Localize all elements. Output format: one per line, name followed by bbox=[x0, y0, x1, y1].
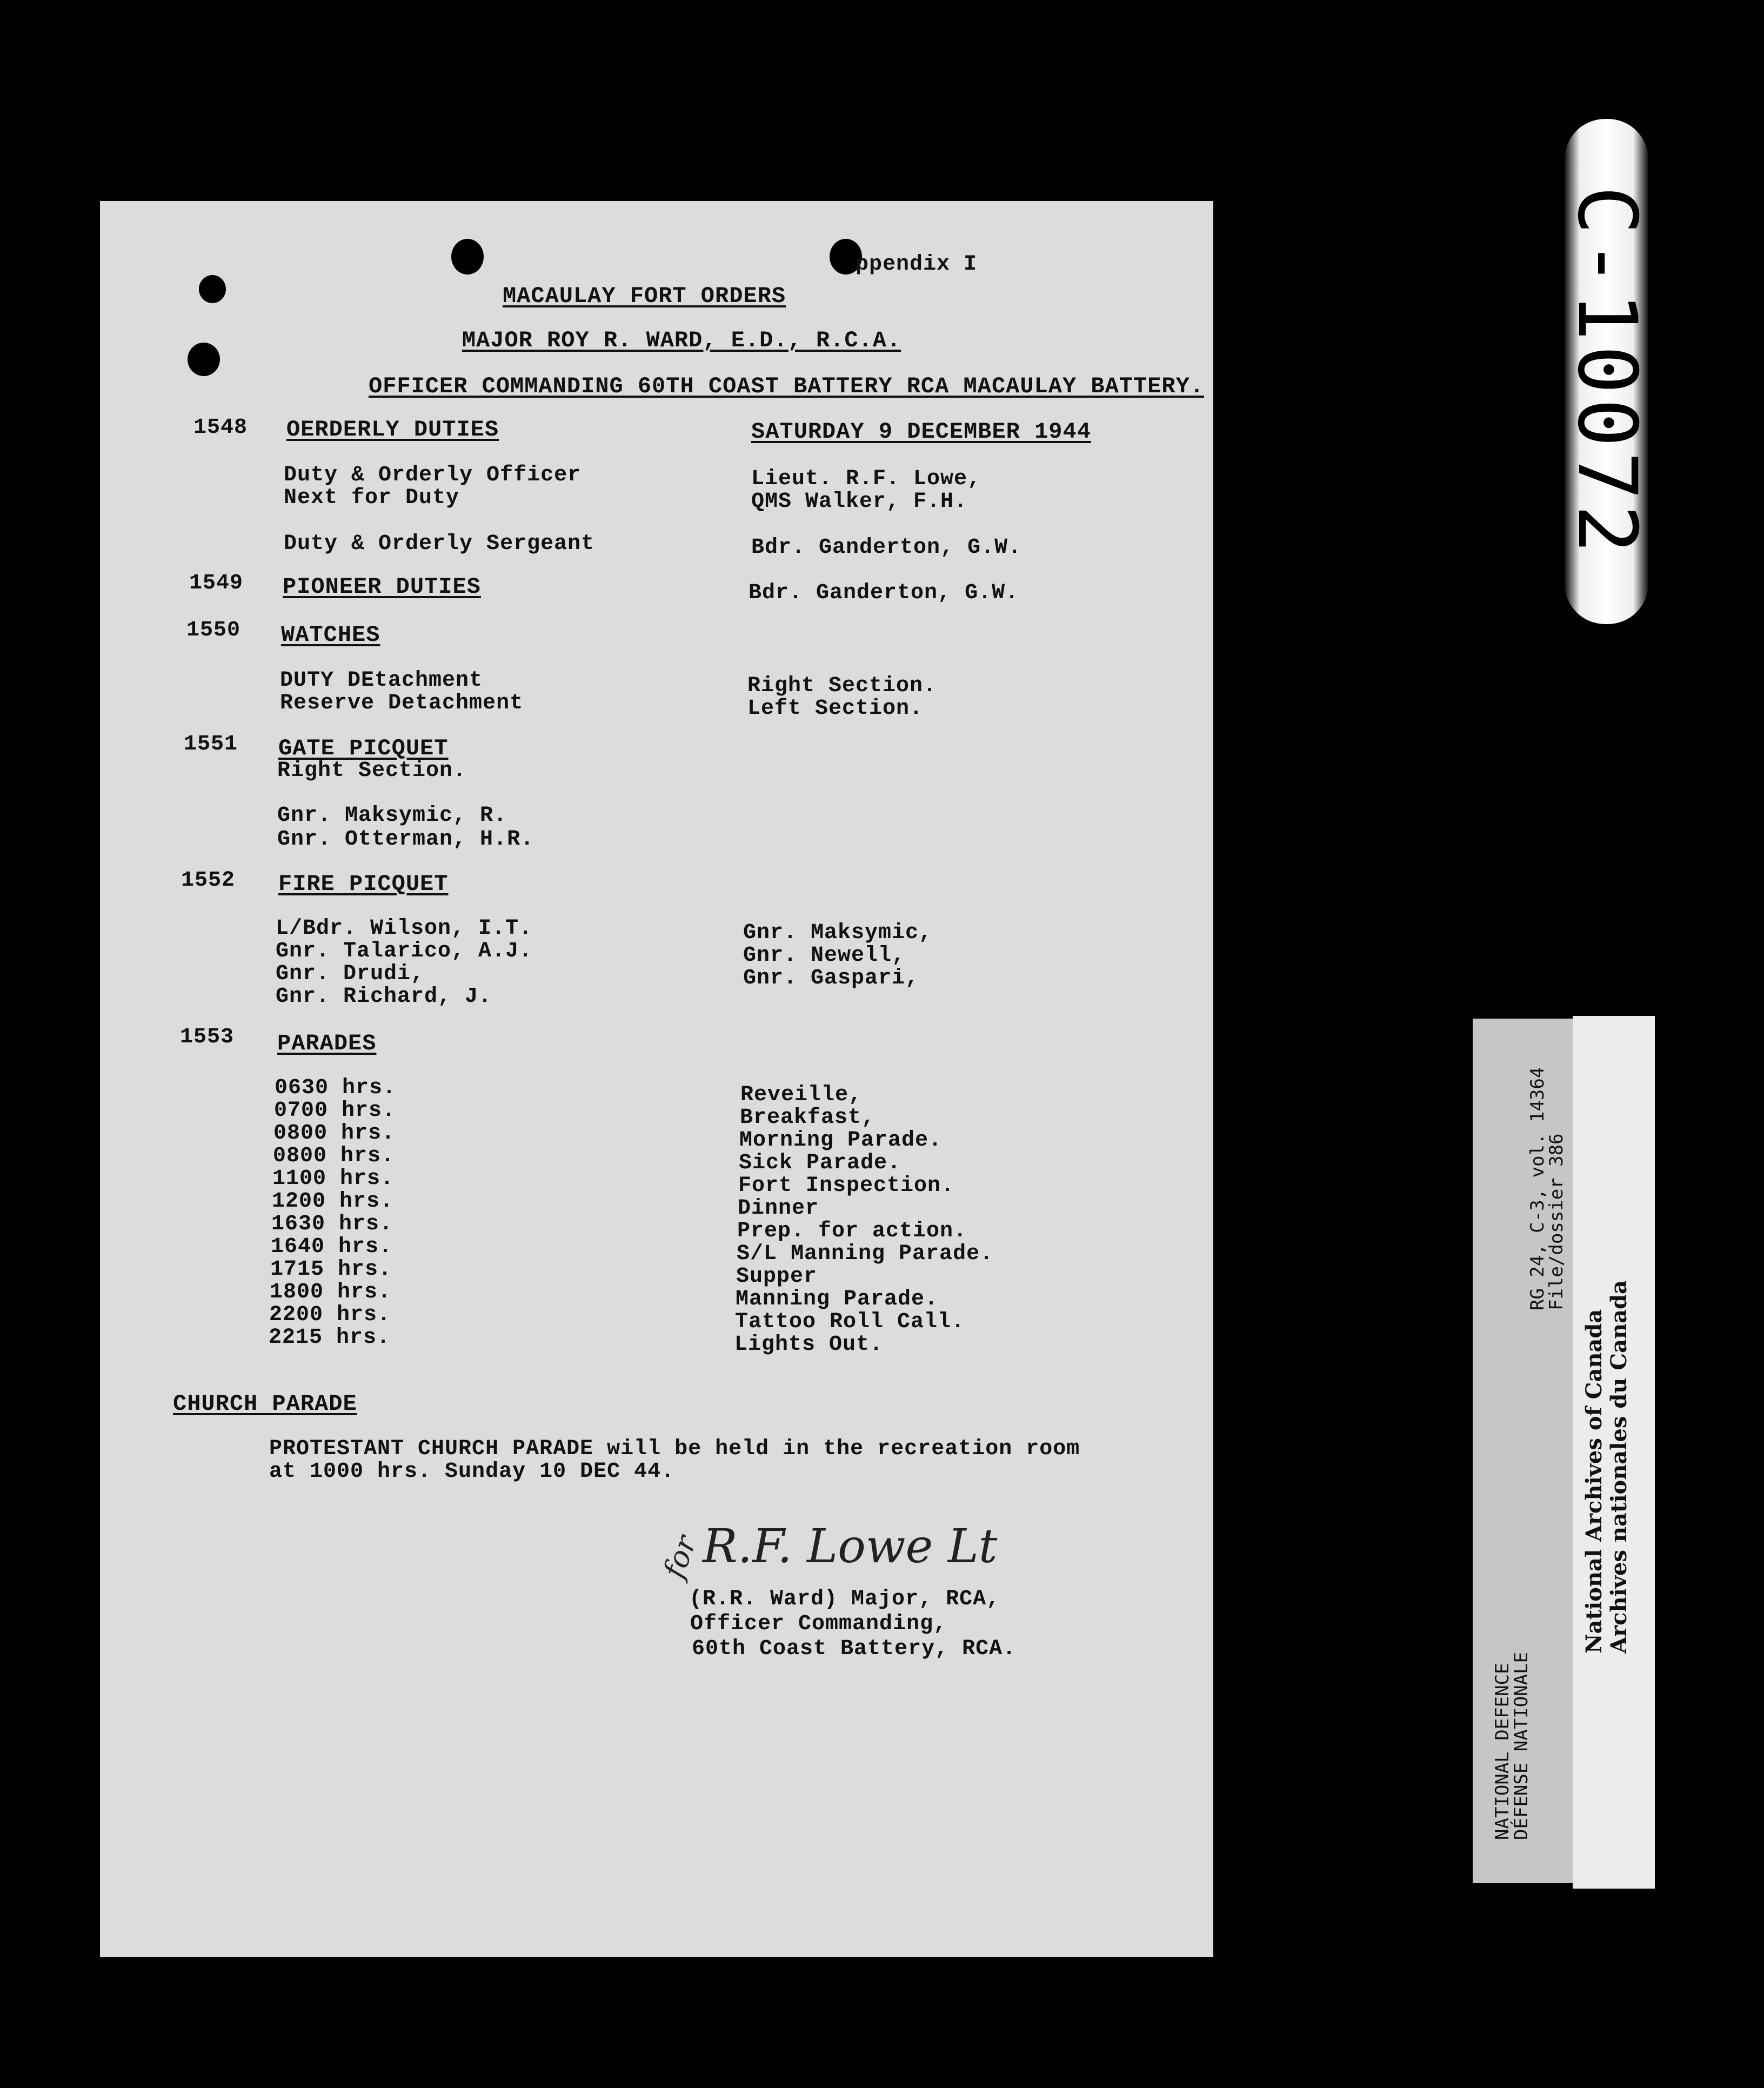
parade-time: 0700 hrs. bbox=[274, 1099, 396, 1123]
archive-name-label bbox=[1573, 1016, 1655, 1889]
church-heading: CHURCH PARADE bbox=[173, 1391, 357, 1417]
parade-time: 1630 hrs. bbox=[271, 1212, 393, 1236]
order-number: 1549 bbox=[189, 571, 244, 595]
duty-label: Duty & Orderly Sergeant bbox=[284, 532, 595, 556]
parade-time: 1715 hrs. bbox=[270, 1257, 392, 1282]
picquet-member: Gnr. Otterman, H.R. bbox=[277, 827, 534, 852]
signatory-unit: 60th Coast Battery, RCA. bbox=[692, 1637, 1017, 1661]
order-number: 1550 bbox=[186, 618, 241, 643]
parade-time: 1640 hrs. bbox=[271, 1235, 393, 1259]
signatory-title: Officer Commanding, bbox=[690, 1612, 947, 1636]
parade-time: 0800 hrs. bbox=[273, 1144, 395, 1168]
order-sheet bbox=[100, 201, 1213, 1957]
parade-event: S/L Manning Parade. bbox=[737, 1242, 994, 1266]
archive-name: Archives nationales du Canada bbox=[1606, 1280, 1632, 1654]
appendix-label: ppendix I bbox=[856, 252, 978, 277]
parade-time: 1800 hrs. bbox=[270, 1280, 392, 1304]
signatory-name: (R.R. Ward) Major, RCA, bbox=[689, 1587, 1000, 1611]
frame-number: C-10072 bbox=[1559, 185, 1654, 558]
parade-event: Fort Inspection. bbox=[738, 1174, 955, 1198]
parade-time: 0800 hrs. bbox=[273, 1121, 396, 1146]
picquet-member: Gnr. Richard, J. bbox=[276, 985, 492, 1009]
document-title: MACAULAY FORT ORDERS bbox=[502, 283, 786, 309]
duty-assignee: Bdr. Ganderton, G.W. bbox=[749, 581, 1019, 605]
parade-event: Tattoo Roll Call. bbox=[735, 1310, 965, 1334]
parade-event: Breakfast, bbox=[740, 1106, 876, 1130]
parade-time: 1200 hrs. bbox=[272, 1189, 394, 1214]
handwritten-for: for bbox=[657, 1531, 703, 1583]
handwritten-signature: R.F. Lowe Lt bbox=[703, 1520, 998, 1574]
duty-label: Reserve Detachment bbox=[280, 691, 524, 715]
church-text-line: PROTESTANT CHURCH PARADE will be held in the recreation room bbox=[269, 1437, 1080, 1461]
duty-assignee: Bdr. Ganderton, G.W. bbox=[751, 536, 1022, 560]
order-number: 1551 bbox=[184, 732, 238, 757]
archive-reference-label bbox=[1473, 1019, 1573, 1883]
order-date: SATURDAY 9 DECEMBER 1944 bbox=[751, 419, 1091, 445]
parade-time: 1100 hrs. bbox=[272, 1167, 395, 1191]
parade-time: 2215 hrs. bbox=[269, 1326, 391, 1350]
parade-event: Sick Parade. bbox=[739, 1151, 901, 1175]
parade-event: Manning Parade. bbox=[736, 1287, 939, 1311]
section-heading: FIRE PICQUET bbox=[278, 871, 449, 897]
section-heading: OERDERLY DUTIES bbox=[286, 417, 499, 443]
archive-name: National Archives of Canada bbox=[1581, 1309, 1607, 1654]
picquet-member: Gnr. Talarico, A.J. bbox=[276, 939, 533, 963]
parade-time: 0630 hrs. bbox=[275, 1076, 397, 1100]
section-heading: GATE PICQUET bbox=[278, 735, 449, 761]
section-heading: PARADES bbox=[277, 1030, 377, 1056]
parade-event: Supper bbox=[736, 1264, 818, 1289]
reference-line: File/dossier 386 bbox=[1546, 1133, 1567, 1310]
parade-event: Dinner bbox=[738, 1196, 819, 1221]
picquet-member: Gnr. Newell, bbox=[743, 943, 906, 968]
duty-assignee: Lieut. R.F. Lowe, bbox=[751, 467, 981, 491]
punch-hole bbox=[199, 275, 226, 303]
section-heading: PIONEER DUTIES bbox=[283, 574, 481, 600]
parade-event: Prep. for action. bbox=[737, 1219, 967, 1243]
picquet-member: Gnr. Drudi, bbox=[276, 962, 425, 986]
duty-label: Duty & Orderly Officer bbox=[284, 463, 582, 487]
duty-assignee: Left Section. bbox=[747, 697, 924, 721]
section-heading: WATCHES bbox=[281, 622, 380, 648]
duty-label: DUTY DEtachment bbox=[280, 668, 483, 693]
commander-line: MAJOR ROY R. WARD, E.D., R.C.A. bbox=[462, 327, 901, 353]
order-number: 1552 bbox=[181, 868, 236, 893]
picquet-member: Gnr. Maksymic, R. bbox=[277, 804, 507, 828]
parade-event: Reveille, bbox=[740, 1083, 863, 1107]
frame-number-strip bbox=[1559, 119, 1654, 624]
duty-assignee: QMS Walker, F.H. bbox=[751, 490, 968, 514]
order-number: 1553 bbox=[180, 1025, 235, 1049]
punch-hole bbox=[451, 239, 484, 275]
section-subtitle: Right Section. bbox=[277, 759, 467, 783]
department-line: DÉFENSE NATIONALE bbox=[1511, 1652, 1532, 1840]
duty-assignee: Right Section. bbox=[747, 674, 937, 698]
subtitle-line: OFFICER COMMANDING 60TH COAST BATTERY RCA MACAULAY BATTERY. bbox=[368, 373, 1205, 399]
punch-hole bbox=[188, 343, 220, 376]
picquet-member: Gnr. Maksymic, bbox=[743, 921, 933, 945]
department-line: NATIONAL DEFENCE bbox=[1492, 1663, 1513, 1840]
picquet-member: L/Bdr. Wilson, I.T. bbox=[276, 916, 533, 941]
picquet-member: Gnr. Gaspari, bbox=[743, 966, 919, 991]
parade-time: 2200 hrs. bbox=[269, 1303, 391, 1327]
church-text-line: at 1000 hrs. Sunday 10 DEC 44. bbox=[269, 1460, 675, 1484]
reference-line: RG 24, C-3, vol. 14364 bbox=[1527, 1067, 1548, 1310]
duty-label: Next for Duty bbox=[284, 486, 460, 510]
parade-event: Lights Out. bbox=[734, 1333, 884, 1357]
parade-event: Morning Parade. bbox=[739, 1128, 943, 1153]
order-number: 1548 bbox=[193, 416, 248, 440]
